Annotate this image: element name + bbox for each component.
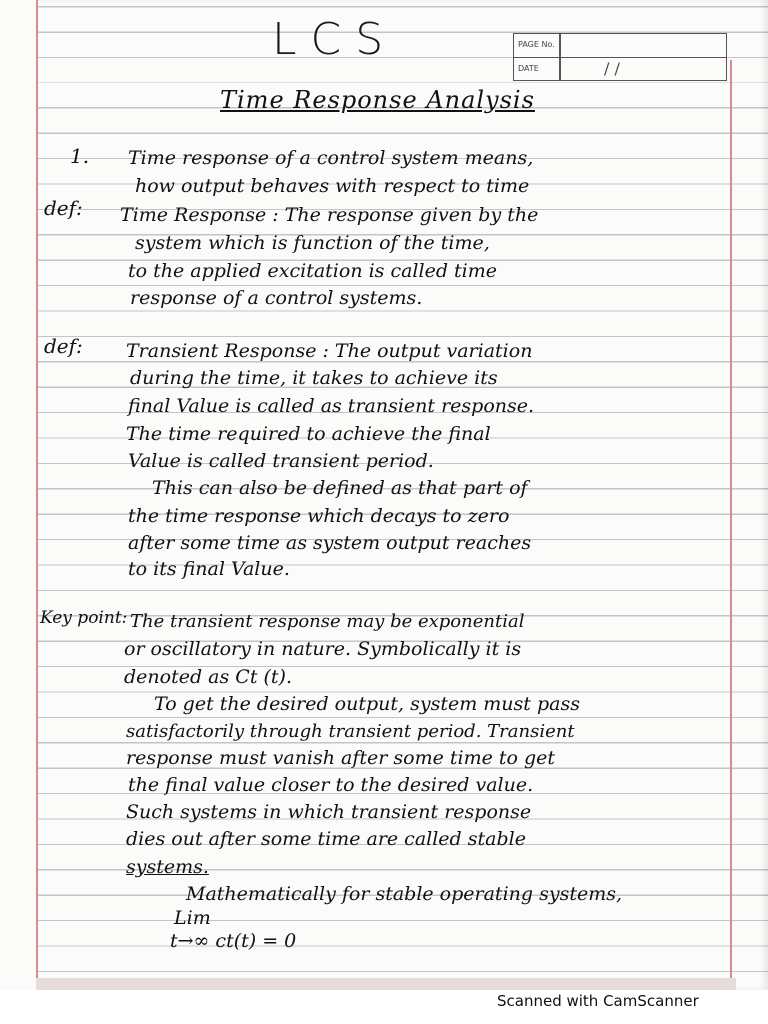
subject-heading: LCS [272, 14, 398, 65]
text-line: To get the desired output, system must pass [154, 693, 580, 715]
text-line: Transient Response : The output variation [126, 340, 533, 362]
page-no-label: PAGE No. [518, 40, 555, 49]
page-left-edge [0, 0, 36, 990]
text-line: Value is called transient period. [128, 450, 434, 472]
text-line: the time response which decays to zero [128, 505, 510, 527]
text-line: Such systems in which transient response [126, 801, 532, 823]
limit-expression: Lim [174, 907, 211, 929]
page-no-row [514, 34, 726, 57]
keypoint-label: Key point: [40, 608, 128, 628]
text-line: dies out after some time are called stable [126, 828, 526, 850]
text-line: to the applied excitation is called time [128, 260, 497, 282]
text-line: denoted as Ct (t). [124, 666, 292, 688]
page-date-box [513, 33, 727, 81]
text-line: satisfactorily through transient period. Transient [126, 721, 575, 742]
date-value: / / [604, 59, 620, 78]
left-margin-line [36, 0, 38, 990]
item-number: 1. [70, 144, 90, 168]
text-line: Time Response : The response given by the [120, 204, 539, 226]
date-label: DATE [518, 64, 539, 73]
text-line: systems. [126, 856, 209, 878]
definition-label: def: [44, 334, 83, 358]
text-line: how output behaves with respect to time [135, 175, 530, 197]
text-line: or oscillatory in nature. Symbolically it is [124, 638, 522, 660]
text-line: This can also be defined as that part of [152, 477, 528, 499]
text-line: The time required to achieve the final [126, 423, 491, 445]
text-line: after some time as system output reaches [128, 532, 532, 554]
text-line: to its final Value. [128, 558, 290, 580]
limit-expression: t→∞ ct(t) = 0 [170, 930, 297, 952]
text-line: system which is function of the time, [135, 232, 490, 254]
date-row [514, 57, 726, 81]
text-line: Time response of a control system means, [128, 147, 534, 169]
page-bottom-band [36, 978, 736, 990]
definition-label: def: [44, 196, 83, 220]
text-line: The transient response may be exponential [130, 611, 525, 632]
text-line: Mathematically for stable operating systems, [186, 883, 623, 905]
page-title: Time Response Analysis [220, 86, 535, 114]
text-line: response must vanish after some time to get [126, 747, 556, 769]
right-margin-line [730, 60, 732, 990]
text-line: during the time, it takes to achieve its [130, 367, 498, 389]
text-line: response of a control systems. [130, 287, 423, 309]
text-line: the final value closer to the desired value. [128, 774, 534, 796]
scanner-watermark: Scanned with CamScanner [497, 992, 699, 1010]
text-line: final Value is called as transient response. [128, 395, 535, 417]
